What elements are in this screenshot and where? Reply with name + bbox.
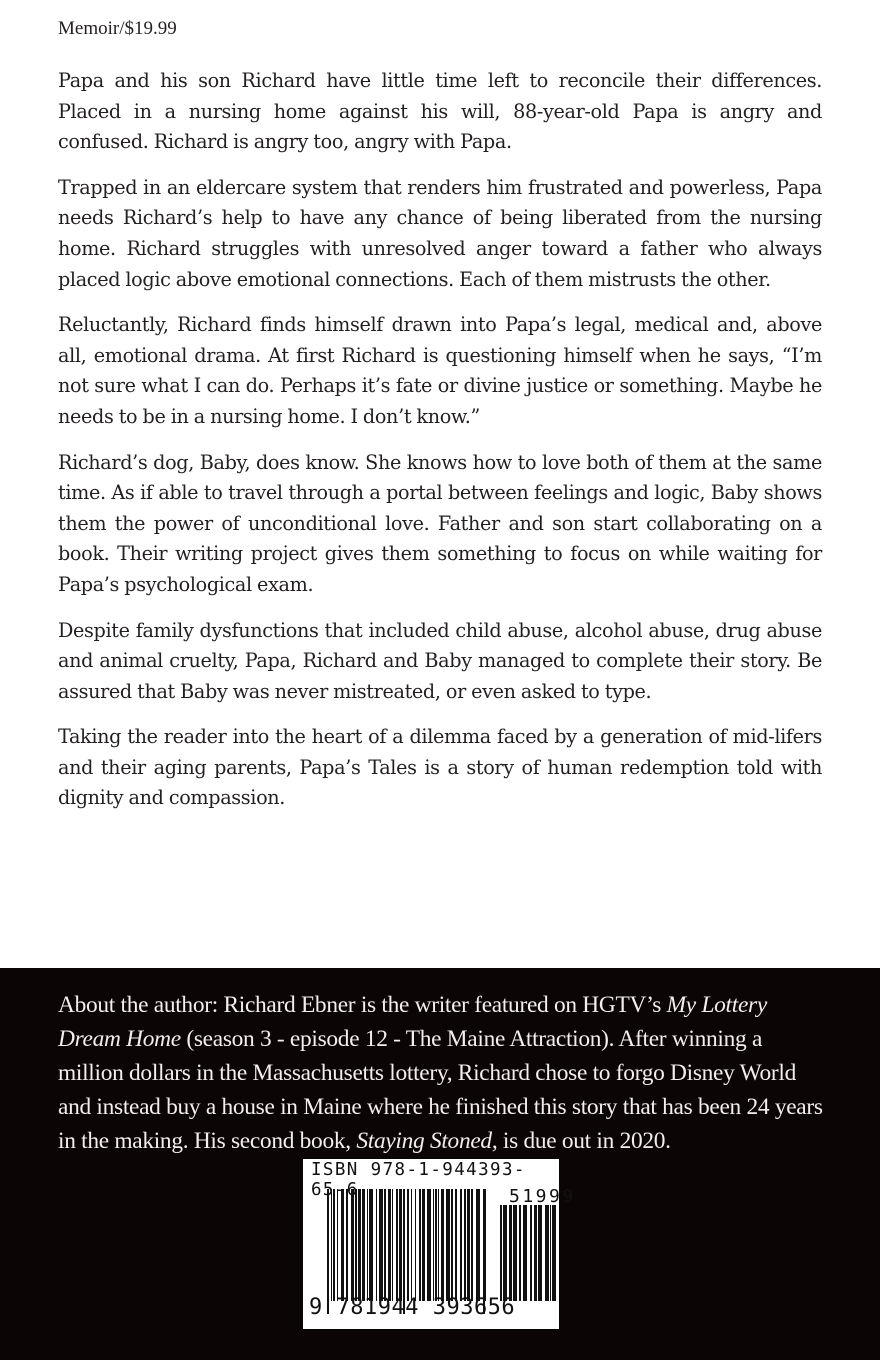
show-title: My Lottery Dream Home: [58, 992, 767, 1052]
barcode-bar: [337, 1189, 338, 1301]
barcode-bar: [519, 1205, 521, 1301]
barcode-bar: [534, 1205, 537, 1301]
barcode-bar: [422, 1189, 425, 1301]
price-label: Memoir/$19.99: [58, 18, 177, 39]
barcode-bar: [538, 1205, 542, 1301]
barcode-bar: [427, 1189, 431, 1301]
barcode-bar: [415, 1189, 416, 1301]
barcode-bar: [384, 1189, 386, 1301]
barcode-bar: [509, 1205, 512, 1301]
barcode-bar: [396, 1189, 398, 1301]
barcode-bar: [460, 1189, 462, 1301]
barcode-bar: [471, 1189, 473, 1301]
barcode-bar: [388, 1189, 391, 1301]
barcode-bar: [376, 1189, 377, 1301]
isbn-label: ISBN 978-1-944393-65-6: [311, 1160, 526, 1200]
isbn-barcode: [303, 1159, 576, 1329]
barcode-bar: [351, 1189, 354, 1301]
barcode-bar: [407, 1189, 409, 1301]
barcode-bar: [367, 1189, 368, 1301]
barcode-bar: [419, 1189, 421, 1301]
barcode-bar: [433, 1189, 434, 1301]
barcode-bar: [362, 1189, 365, 1301]
barcode-bar: [550, 1205, 551, 1301]
barcode-bar: [438, 1189, 439, 1301]
barcode-bar: [455, 1189, 457, 1301]
barcode-bar: [467, 1189, 470, 1301]
back-cover-blurb: [58, 66, 822, 829]
price-code: 51999: [509, 1186, 576, 1207]
barcode-bar: [545, 1205, 549, 1301]
barcode-bar: [333, 1189, 335, 1301]
barcode-bar: [331, 1189, 332, 1301]
barcode-bar: [503, 1205, 507, 1301]
barcode-bar: [411, 1189, 412, 1301]
barcode-bar: [358, 1189, 361, 1301]
barcode-bar: [451, 1189, 453, 1301]
about-text: , is due out in 2020.: [491, 1128, 671, 1154]
blurb-paragraph: Trapped in an eldercare system that renders him frustrated and powerless, Papa needs Richard’s help to have any chance of being liberated from the nursing home. Richard struggles with unresolved anger toward a father who always placed logic above emotional connections. Each of them mistrusts the other.: [58, 175, 822, 291]
barcode-bar: [341, 1189, 344, 1301]
ean-number: 9 781944 393656: [309, 1295, 516, 1320]
barcode-bar: [346, 1189, 348, 1301]
barcode-bar: [523, 1205, 527, 1301]
barcode-bar: [513, 1205, 517, 1301]
barcode-bar: [369, 1189, 373, 1301]
barcode-bar: [500, 1205, 502, 1301]
author-section: [0, 968, 880, 1360]
barcode-bar: [446, 1189, 450, 1301]
about-text: (season 3 - episode 12 - The Maine Attraction). After winning a million dollars in the Massachusetts lottery, Richard chose to forgo Disney World and instead buy a house in Maine where he finished this story that has been 24 years in the making. His second book,: [58, 1026, 823, 1154]
barcode-bar: [392, 1189, 393, 1301]
barcode-bar: [355, 1189, 357, 1301]
barcode-bar: [399, 1189, 402, 1301]
barcode-bar: [379, 1189, 383, 1301]
blurb-paragraph: Papa and his son Richard have little time left to reconcile their differences. Placed in a nursing home against his will, 88-year-old Papa is angry and confused. Richard is angry too, angry with Papa.: [58, 69, 822, 154]
barcode-bar: [552, 1205, 556, 1301]
about-text: About the author: Richard Ebner is the writer featured on HGTV’s: [58, 992, 667, 1018]
blurb-paragraph: Richard’s dog, Baby, does know. She knows how to love both of them at the same time. As if able to travel through a portal between feelings and logic, Baby shows them the power of unconditional love. Father and son start collaborating on a book. Their writing project gives them something to focus on while waiting for Papa’s psychological exam.: [58, 450, 822, 596]
barcode-bar: [530, 1205, 532, 1301]
book-title: Staying Stoned: [356, 1128, 492, 1154]
barcode-bar: [476, 1189, 480, 1301]
blurb-paragraph: Reluctantly, Richard finds himself drawn into Papa’s legal, medical and, above all, emotional drama. At first Richard is questioning himself when he says, “I’m not sure what I can do. Perhaps it’s fate or divine justice or something. Maybe he needs to be in a nursing home. I don’t know.”: [58, 313, 822, 428]
barcode-bar: [464, 1189, 466, 1301]
blurb-paragraph: Despite family dysfunctions that included child abuse, alcohol abuse, drug abuse and animal cruelty, Papa, Richard and Baby managed to complete their story. Be assured that Baby was never mistreated, or even asked to type.: [58, 618, 822, 703]
about-the-author: [58, 988, 833, 1158]
barcode-bar: [435, 1189, 437, 1301]
blurb-paragraph: Taking the reader into the heart of a dilemma faced by a generation of mid-lifers and their aging parents, Papa’s Tales is a story of human redemption told with dignity and compassion.: [58, 725, 822, 810]
barcode-bar: [441, 1189, 444, 1301]
